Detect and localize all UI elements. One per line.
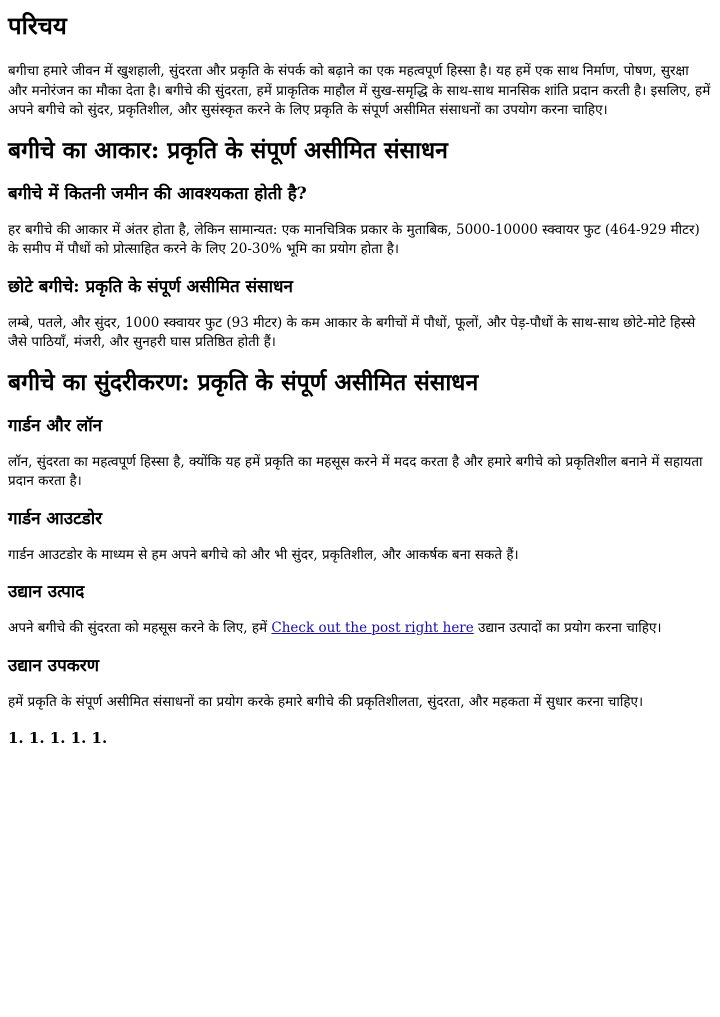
outdoor-heading: गार्डन आउटडोर (8, 508, 103, 529)
beautification-section-heading: बगीचे का सुंदरीकरण: प्रकृति के संपूर्ण असीमित संसाधन (8, 368, 479, 396)
tools-paragraph: हमें प्रकृति के संपूर्ण असीमित संसाधनों का प्रयोग करके हमारे बगीचे की प्रकृतिशीलता, सुंदरता, और महकता में सुधार करना चाहिए। (8, 693, 644, 710)
products-paragraph (8, 619, 712, 639)
products-text-before-link: अपने बगीचे की सुंदरता को महसूस करने के लिए, हमें (8, 620, 272, 636)
small-garden-heading: छोटे बगीचे: प्रकृति के संपूर्ण असीमित संसाधन (8, 276, 293, 297)
tools-heading: उद्यान उपकरण (8, 655, 100, 676)
numbered-list-markers: 1. 1. 1. 1. 1. (8, 729, 108, 747)
post-link[interactable]: Check out the post right here (271, 620, 474, 636)
land-requirement-paragraph: हर बगीचे की आकार में अंतर होता है, लेकिन सामान्यत: एक मानचित्रिक प्रकार के मुताबिक, 5000-10000 स्क्वायर फुट (464-929 मीटर) के समीप में पौधों को प्रोत्साहित करने के लिए 20-30% भूमि का प्रयोग होता है। (8, 221, 700, 257)
intro-paragraph: बगीचा हमारे जीवन में खुशहाली, सुंदरता और प्रकृति के संपर्क को बढ़ाने का एक महत्वपूर्ण हिस्सा है। यह हमें एक साथ निर्माण, पोषण, सुरक्षा और मनोरंजन का मौका देता है। बगीचे की सुंदरता, हमें प्राकृतिक माहौल में सुख-समृद्धि के साथ-साथ मानसिक शांति प्रदान करती है। इसलिए, हमें अपने बगीचे को सुंदर, प्रकृतिशील, और सुसंस्कृत करने के लिए प्रकृति के संपूर्ण असीमित संसाधनों का उपयोग करना चाहिए। (8, 63, 711, 118)
lawn-heading: गार्डन और लॉन (8, 415, 103, 436)
size-section-heading: बगीचे का आकार: प्रकृति के संपूर्ण असीमित संसाधन (8, 136, 448, 164)
products-text-after-link: उद्यान उत्पादों का प्रयोग करना चाहिए। (473, 620, 662, 636)
lawn-paragraph: लॉन, सुंदरता का महत्वपूर्ण हिस्सा है, क्योंकि यह हमें प्रकृति का महसूस करने में मदद करता है और हमारे बगीचे को प्रकृतिशील बनाने में सहायता प्रदान करता है। (8, 453, 703, 489)
intro-heading: परिचय (8, 11, 67, 40)
products-heading: उद्यान उत्पाद (8, 582, 85, 602)
small-garden-paragraph: लम्बे, पतले, और सुंदर, 1000 स्क्वायर फुट (93 मीटर) के कम आकार के बगीचों में पौधों, फूलों, और पेड़-पौधों के साथ-साथ छोटे-मोटे हिस्से जैसे पाठियाँ, मंजरी, और सुनहरी घास प्रतिष्ठित होती हैं। (8, 314, 696, 350)
outdoor-paragraph: गार्डन आउटडोर के माध्यम से हम अपने बगीचे को और भी सुंदर, प्रकृतिशील, और आकर्षक बना सकते हैं। (8, 546, 519, 563)
land-requirement-heading: बगीचे में कितनी जमीन की आवश्यकता होती है? (8, 183, 307, 204)
